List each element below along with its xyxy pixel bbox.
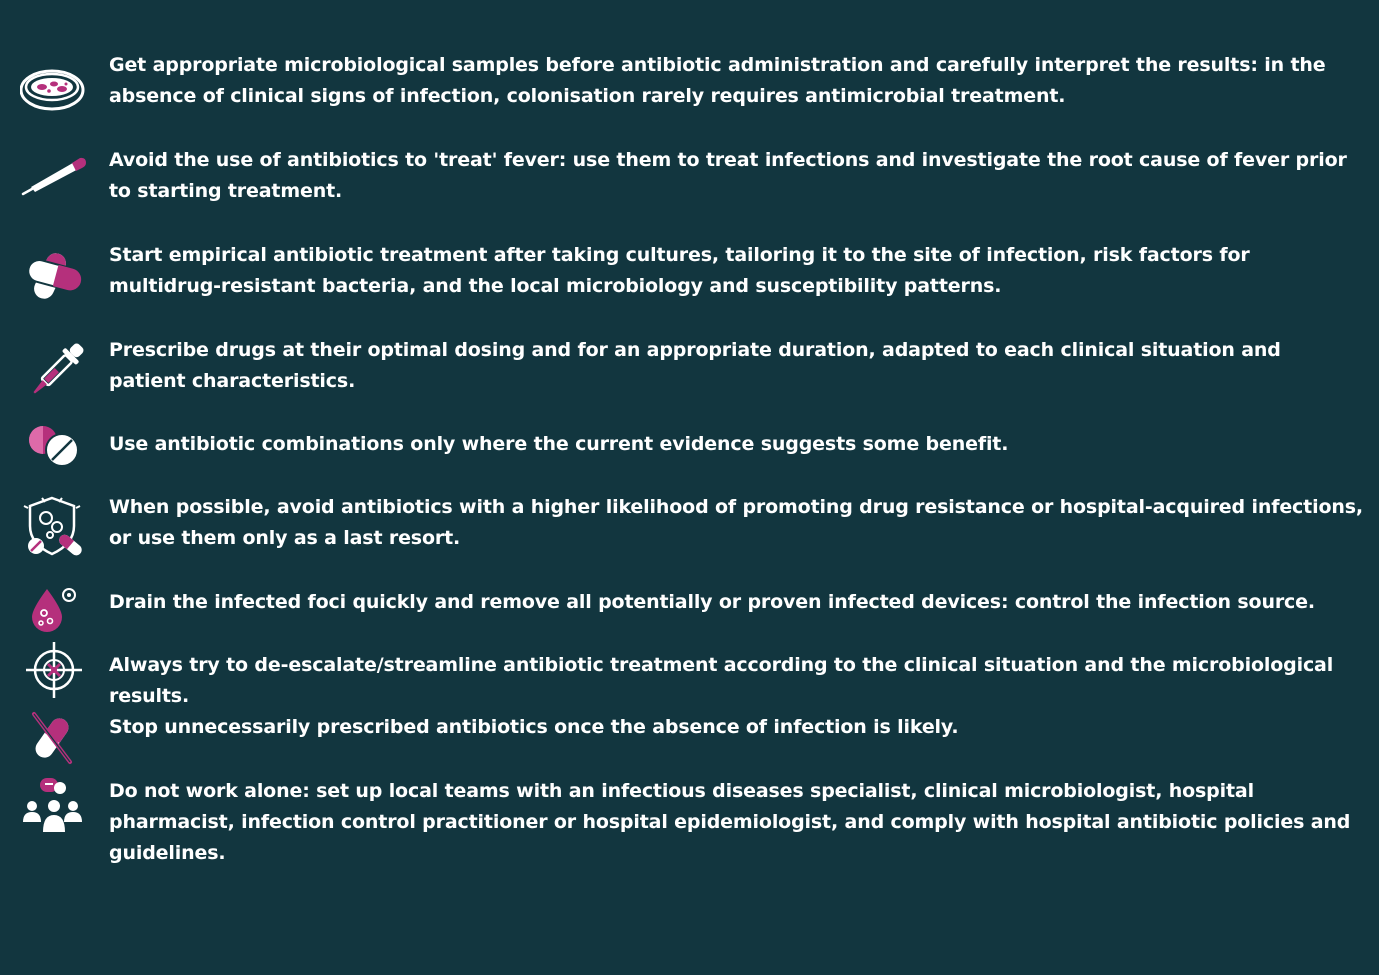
recommendation-text: Drain the infected foci quickly and remove all potentially or proven infected devices: control the infection source. bbox=[109, 591, 1315, 613]
team-icon bbox=[20, 774, 88, 842]
pill-combination-icon bbox=[20, 419, 88, 487]
recommendation-text: Prescribe drugs at their optimal dosing and for an appropriate duration, adapted to each clinical situation and patient characteristics. bbox=[109, 339, 1281, 392]
recommendation-text: Get appropriate microbiological samples before antibiotic administration and carefully interpret the results: in the absence of clinical signs of infection, colonisation rarely requires antimicrobial treatment. bbox=[109, 54, 1326, 107]
recommendation-text: Start empirical antibiotic treatment after taking cultures, tailoring it to the site of infection, risk factors for multidrug-resistant bacteria, and the local microbiology and susceptibility patterns. bbox=[109, 244, 1250, 297]
recommendation-text: Do not work alone: set up local teams with an infectious diseases specialist, clinical microbiologist, hospital pharmacist, infection control practitioner or hospital epidemiologist, and comply with hospital antibiotic policies and guidelines. bbox=[109, 780, 1351, 864]
drop-bacteria-icon bbox=[20, 577, 88, 645]
recommendation-text: Use antibiotic combinations only where the current evidence suggests some benefit. bbox=[109, 433, 1009, 455]
recommendation-text: Always try to de-escalate/streamline antibiotic treatment according to the clinical situation and the microbiological results. bbox=[109, 654, 1334, 707]
recommendation-text: When possible, avoid antibiotics with a higher likelihood of promoting drug resistance or hospital-acquired infections, or use them only as a last resort. bbox=[109, 496, 1363, 549]
target-icon bbox=[20, 636, 88, 704]
shield-bacteria-icon bbox=[20, 492, 88, 560]
crossed-capsule-icon bbox=[20, 702, 88, 770]
recommendation-text: Avoid the use of antibiotics to 'treat' fever: use them to treat infections and investigate the root cause of fever prior to starting treatment. bbox=[109, 149, 1347, 202]
petri-dish-icon bbox=[20, 56, 88, 124]
capsules-icon bbox=[20, 240, 88, 308]
recommendation-text: Stop unnecessarily prescribed antibiotics once the absence of infection is likely. bbox=[109, 716, 959, 738]
dropper-icon bbox=[20, 339, 88, 407]
thermometer-icon bbox=[20, 147, 88, 215]
